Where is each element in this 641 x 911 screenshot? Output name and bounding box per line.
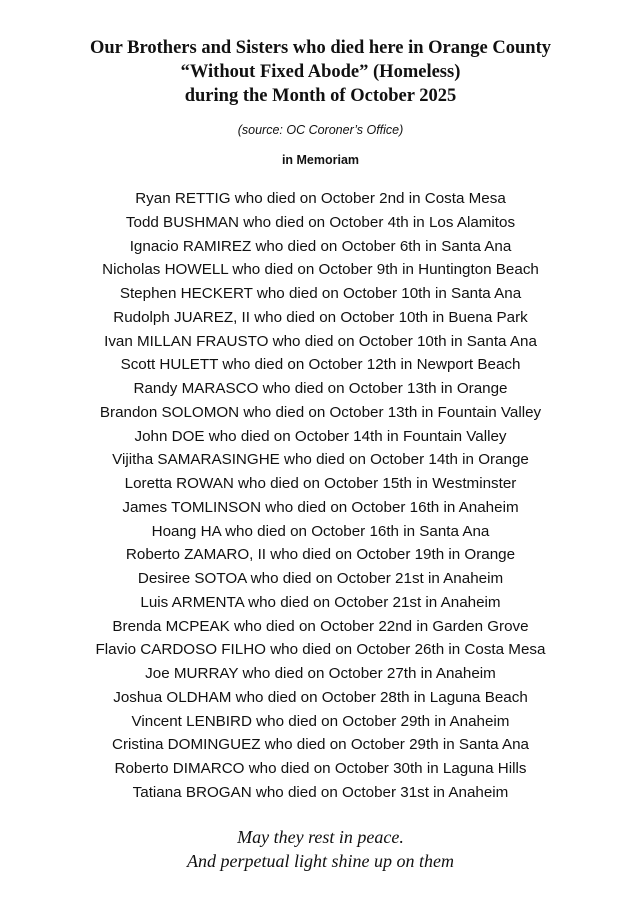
memorial-entry: Tatiana BROGAN who died on October 31st in Anaheim [132, 783, 509, 801]
memorial-entry: Flavio CARDOSO FILHO who died on October 26th in Costa Mesa [95, 641, 546, 659]
memorial-entry: Roberto DIMARCO who died on October 30th in Laguna Hills [114, 760, 527, 777]
memorial-entry: Randy MARASCO who died on October 13th in Orange [133, 380, 508, 397]
memorial-entry: Todd BUSHMAN who died on October 4th in Los Alamitos [125, 213, 516, 231]
source-note: (source: OC Coroner’s Office) [237, 123, 404, 137]
memorial-entry: Vijitha SAMARASINGHE who died on October 14th in Orange [112, 451, 529, 469]
memorial-entry: Brandon SOLOMON who died on October 13th in Fountain Valley [99, 403, 542, 421]
memorial-entry: Roberto ZAMARO, II who died on October 19th in Orange [125, 546, 516, 564]
memorial-entry: Hoang HA who died on October 16th in Santa Ana [151, 522, 490, 540]
memorial-entry: Rudolph JUAREZ, II who died on October 10th in Buena Park [113, 308, 528, 326]
memoriam-heading: in Memoriam [281, 153, 360, 167]
closing-prayer [0, 825, 641, 873]
memorial-entry: Luis ARMENTA who died on October 21st in Anaheim [140, 593, 501, 611]
memorial-list [0, 187, 641, 805]
memorial-entry: Joe MURRAY who died on October 27th in Anaheim [145, 665, 496, 682]
memorial-entry: Joshua OLDHAM who died on October 28th in Laguna Beach [113, 688, 528, 706]
memorial-entry: Brenda MCPEAK who died on October 22nd in Garden Grove [112, 617, 529, 635]
memorial-entry: Ignacio RAMIREZ who died on October 6th in Santa Ana [129, 237, 512, 255]
memorial-entry: Ryan RETTIG who died on October 2nd in Costa Mesa [135, 190, 506, 207]
title-line-2: “Without Fixed Abode” (Homeless) [180, 62, 461, 82]
memorial-entry: Scott HULETT who died on October 12th in Newport Beach [120, 356, 521, 374]
memorial-entry: Nicholas HOWELL who died on October 9th in Huntington Beach [102, 261, 539, 279]
title-line-1: Our Brothers and Sisters who died here in Orange County [89, 38, 551, 58]
closing-line-2: And perpetual light shine up on them [187, 851, 454, 871]
closing-line-1: May they rest in peace. [237, 827, 404, 847]
memorial-entry: Cristina DOMINGUEZ who died on October 29th in Santa Ana [111, 736, 529, 754]
memorial-entry: John DOE who died on October 14th in Fountain Valley [134, 427, 507, 445]
memorial-entry: Ivan MILLAN FRAUSTO who died on October 10th in Santa Ana [104, 332, 537, 350]
title-line-3: during the Month of October 2025 [184, 86, 457, 106]
memorial-entry: Loretta ROWAN who died on October 15th in Westminster [124, 475, 517, 492]
memorial-entry: Desiree SOTOA who died on October 21st in Anaheim [137, 570, 504, 587]
memorial-entry: James TOMLINSON who died on October 16th in Anaheim [122, 498, 519, 516]
memorial-entry: Vincent LENBIRD who died on October 29th in Anaheim [131, 712, 510, 730]
memorial-entry: Stephen HECKERT who died on October 10th in Santa Ana [119, 285, 522, 302]
page-title [0, 36, 641, 108]
